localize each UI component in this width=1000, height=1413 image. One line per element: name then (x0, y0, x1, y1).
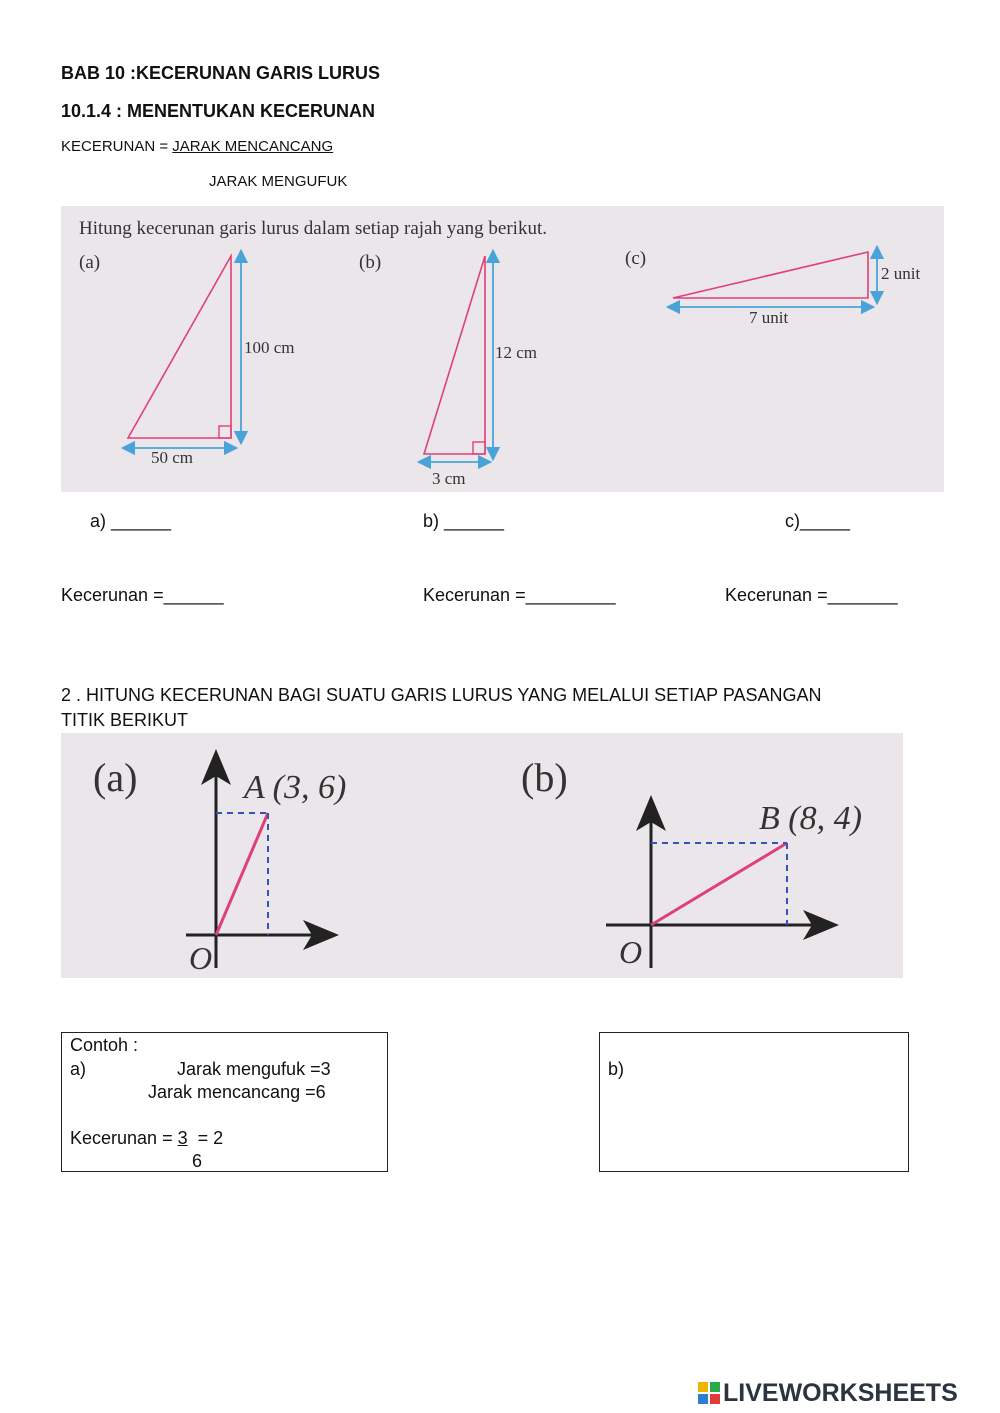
answer-box-b-label: b) (608, 1059, 625, 1079)
subtopic-title: 10.1.4 : MENENTUKAN KECERUNAN (61, 101, 376, 121)
liveworksheets-logo (698, 1380, 958, 1406)
fig1b-label: (b) (359, 252, 382, 273)
gradient-c-blank[interactable]: Kecerunan =_______ (725, 585, 898, 605)
figure1-panel (61, 206, 944, 492)
example-gradient (70, 1128, 223, 1149)
fig2a-point-label: A (3, 6) (244, 769, 347, 806)
example-gradient-suffix: = 2 (187, 1128, 224, 1148)
fig1b-horizontal-label: 3 cm (432, 469, 466, 488)
question2-line2: TITIK BERIKUT (61, 710, 189, 730)
fig1c-triangle (673, 252, 868, 298)
example-denominator: 6 (192, 1151, 203, 1171)
answer-box-b[interactable] (599, 1032, 909, 1172)
formula-denominator: JARAK MENGUFUK (209, 173, 348, 190)
formula-numerator: JARAK MENCANCANG (172, 138, 334, 155)
figure2-diagram (61, 733, 903, 978)
fig1b-right-angle (473, 442, 485, 454)
example-title: Contoh : (70, 1035, 139, 1055)
chapter-title: BAB 10 :KECERUNAN GARIS LURUS (61, 63, 381, 83)
fig1c-label: (c) (625, 248, 647, 269)
question2-line1: 2 . HITUNG KECERUNAN BAGI SUATU GARIS LURUS YANG MELALUI SETIAP PASANGAN (61, 685, 822, 705)
answer-b-blank[interactable]: b) ______ (423, 511, 505, 531)
fig2b-line (651, 843, 787, 925)
figure1-diagram (61, 206, 944, 492)
figure1-instruction: Hitung kecerunan garis lurus dalam setiap rajah yang berikut. (79, 218, 547, 239)
fig1a-horizontal-label: 50 cm (151, 448, 194, 467)
logo-text: LIVEWORKSHEETS (723, 1378, 958, 1407)
figure2-panel (61, 733, 903, 978)
example-vertical: Jarak mencancang =6 (148, 1082, 326, 1102)
fig1a-right-angle (219, 426, 231, 438)
fig1a-label: (a) (79, 252, 101, 273)
fig2b-label: (b) (521, 755, 568, 800)
gradient-a-blank[interactable]: Kecerunan =______ (61, 585, 224, 605)
fig2b-point-label: B (8, 4) (759, 800, 862, 837)
gradient-b-blank[interactable]: Kecerunan =_________ (423, 585, 616, 605)
fig1c-vertical-label: 2 unit (881, 264, 921, 283)
formula-prefix: KECERUNAN = (61, 138, 173, 155)
example-horizontal: Jarak mengufuk =3 (177, 1059, 331, 1079)
example-gradient-prefix: Kecerunan = (70, 1128, 178, 1148)
answer-c-blank[interactable]: c)_____ (785, 511, 851, 531)
fig2a-label: (a) (93, 755, 138, 800)
example-numerator: 3 (177, 1128, 188, 1148)
formula-line (61, 138, 333, 155)
fig1c-horizontal-label: 7 unit (749, 308, 789, 327)
fig1b-vertical-label: 12 cm (495, 343, 538, 362)
answer-a-blank[interactable]: a) ______ (90, 511, 172, 531)
fig1a-triangle (128, 256, 231, 438)
fig2a-origin-label: O (189, 940, 213, 976)
fig2a-line (216, 813, 268, 935)
example-part-label: a) (70, 1059, 87, 1079)
logo-grid-icon (698, 1382, 720, 1404)
fig2b-origin-label: O (619, 934, 643, 970)
fig1b-triangle (424, 256, 485, 454)
example-box (61, 1032, 388, 1172)
fig1a-vertical-label: 100 cm (244, 338, 295, 357)
